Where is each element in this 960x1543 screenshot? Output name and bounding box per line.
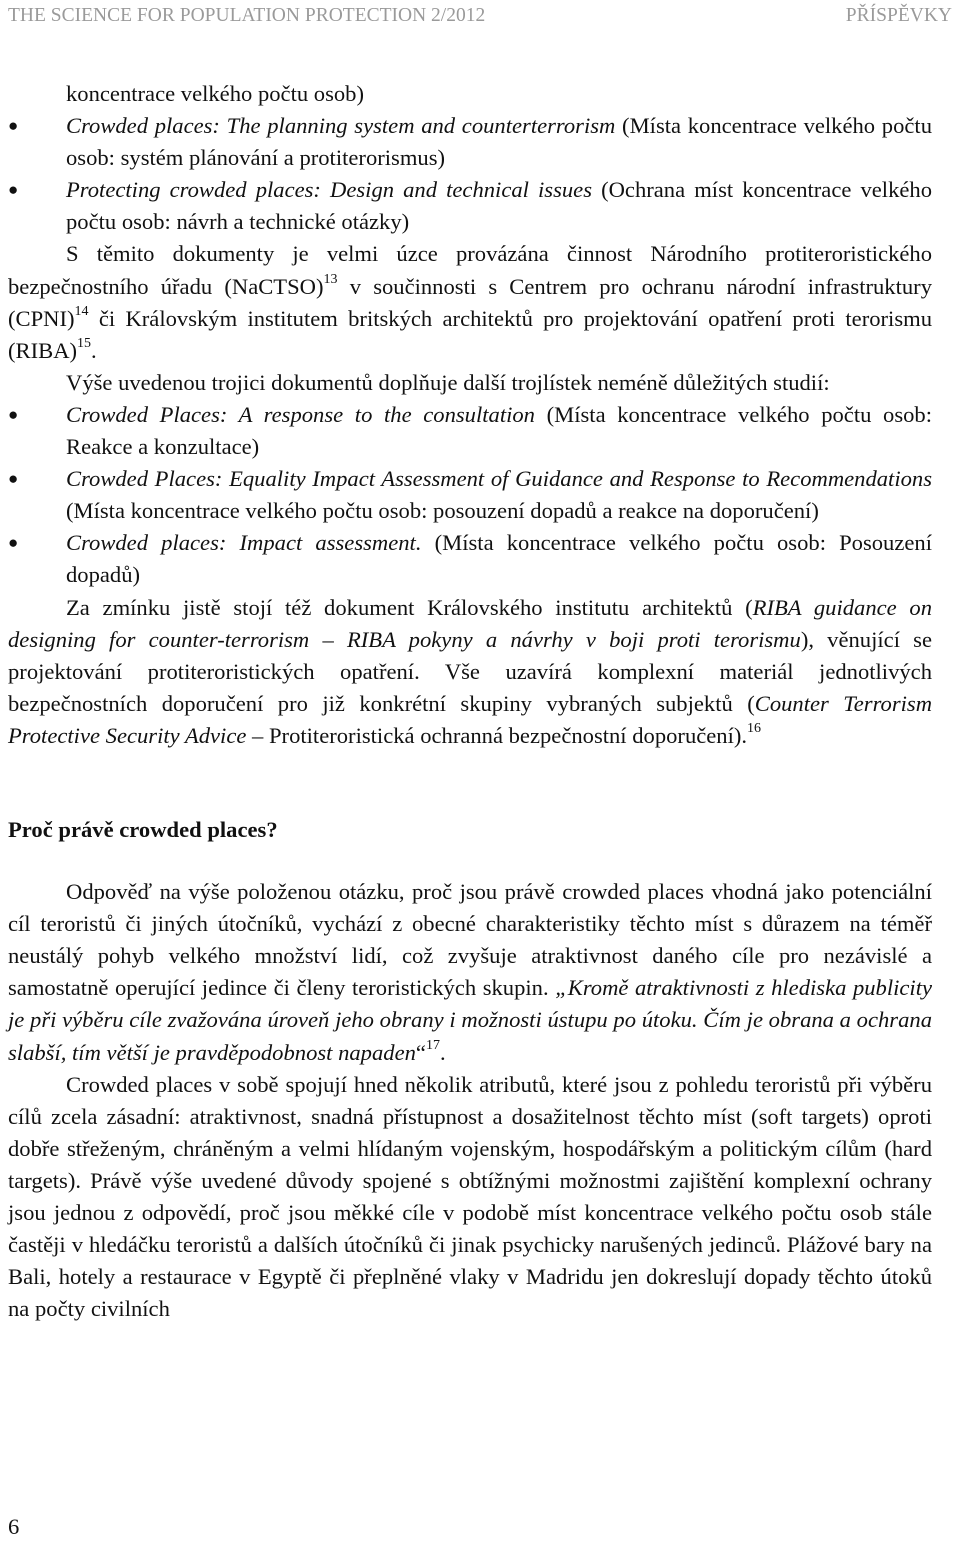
document-translation: (Ochrana míst koncentrace velkého počtu osob: návrh a technické otázky) xyxy=(66,177,932,235)
document-translation: (Místa koncentrace velkého počtu osob: Posouzení dopadů) xyxy=(66,530,932,588)
journal-title: THE SCIENCE FOR POPULATION PROTECTION 2/2012 xyxy=(8,5,486,26)
section-heading: Proč právě crowded places? xyxy=(8,816,278,842)
paragraph-agencies: S těmito dokumenty je velmi úzce provázána činnost Národního protiteroristického bezpečnostního úřadu (NaCTSO)$^{13}$ v součinnosti s Centrem pro ochranu národní infrastruktury (CPNI)$^{14}$ či Královským institutem britských architektů pro projektování opatření proti terorismu (RIBA)$^{15}$. xyxy=(8,241,932,363)
list-item xyxy=(8,110,932,174)
bullet: ● xyxy=(8,180,19,200)
list-item xyxy=(8,399,932,463)
continued-list-item: koncentrace velkého počtu osob) xyxy=(66,81,364,106)
footnote-ref: 16 xyxy=(747,721,762,737)
document-translation: (Místa koncentrace velkého počtu osob: Reakce a konzultace) xyxy=(66,401,932,460)
document-translation: (Místa koncentrace velkého počtu osob: posouzení dopadů a reakce na doporučení) xyxy=(66,498,819,524)
document-list-2 xyxy=(8,399,932,592)
document-list-1 xyxy=(8,110,932,238)
paragraph-studies-intro: Výše uvedenou trojici dokumentů doplňuje další trojlístek neméně důležitých studií: xyxy=(66,369,830,395)
bullet: ● xyxy=(8,533,19,553)
footnote-ref: 13 xyxy=(323,272,338,288)
document-title: Crowded places: The planning system and counterterrorism xyxy=(66,113,616,139)
article-body xyxy=(8,78,932,1325)
document-translation: (Místa koncentrace velkého počtu osob: systém plánování a protiterorismus) xyxy=(66,113,932,171)
footnote-ref: 14 xyxy=(74,304,89,320)
bullet: ● xyxy=(8,469,19,489)
footnote-ref: 15 xyxy=(77,336,92,352)
running-header xyxy=(0,0,960,34)
bullet: ● xyxy=(8,116,19,136)
list-item xyxy=(8,527,932,591)
document-title: Crowded Places: A response to the consultation xyxy=(66,401,535,427)
paragraph-riba: Za zmínku jistě stojí též dokument Královského institutu architektů (RIBA guidance on designing for counter-terrorism – RIBA pokyny a návrhy v boji proti terorismu), věnující se projektování protiteroristických opatření. Vše uzavírá komplexní materiál jednotlivých bezpečnostních doporučení pro již konkrétní skupiny vybraných subjektů (Counter Terrorism Protective Security Advice – Protiteroristická ochranná bezpečnostní doporučení).$^{16}$ xyxy=(8,594,933,748)
section-label: PŘÍSPĚVKY xyxy=(845,5,952,26)
document-title: Protecting crowded places: Design and technical issues xyxy=(66,177,592,203)
footnote-ref: 17 xyxy=(425,1038,440,1053)
list-item xyxy=(8,463,932,527)
document-title: Crowded places: Impact assessment. xyxy=(66,530,422,556)
document-title: Crowded Places: Equality Impact Assessment of Guidance and Response to Recommendations xyxy=(66,466,932,492)
list-item xyxy=(8,174,932,238)
page-number: 6 xyxy=(8,1514,20,1539)
bullet: ● xyxy=(8,404,19,424)
paragraph-answer: Odpověď na výše položenou otázku, proč jsou právě crowded places vhodná jako potenciální cíl teroristů či jiných útočníků, vychází z obecné charakteristiky těchto míst s důrazem na téměř neustálý pohyb velkého množství lidí, což zvyšuje atraktivnost daného cíle pro nezávislé a samostatně operující jedince či členy teroristických skupin. „Kromě atraktivnosti z hlediska publicity je při výběru cíle zvažována úroveň jeho obrany i možnosti ústupu po útoku. Čím je obrana a ochrana slabší, tím větší je pravděpodobnost napaden“$^{17}$. xyxy=(8,879,933,1065)
paragraph-attributes: Crowded places v sobě spojují hned několik atributů, které jsou z pohledu teroristů při výběru cílů zcela zásadní: atraktivnost, snadná přístupnost a dosažitelnost těchto míst (soft targets) oproti dobře střeženým, chráněným a velmi hlídaným vojenským, hospodářským a politickým cílům (hard targets). Právě výše uvedené důvody spojené s obtížnými možnostmi zajištění komplexní ochrany jsou jednou z odpovědí, proč jsou měkké cíle v podobě míst koncentrace velkého počtu osob stále častěji v hledáčku teroristů a dalších útočníků či jinak psychicky narušených jedinců. Plážové bary na Bali, hotely a restaurace v Egyptě či přeplněné vlaky v Madridu jen dokreslují dopady těchto útoků na počty civilních xyxy=(8,1071,932,1322)
